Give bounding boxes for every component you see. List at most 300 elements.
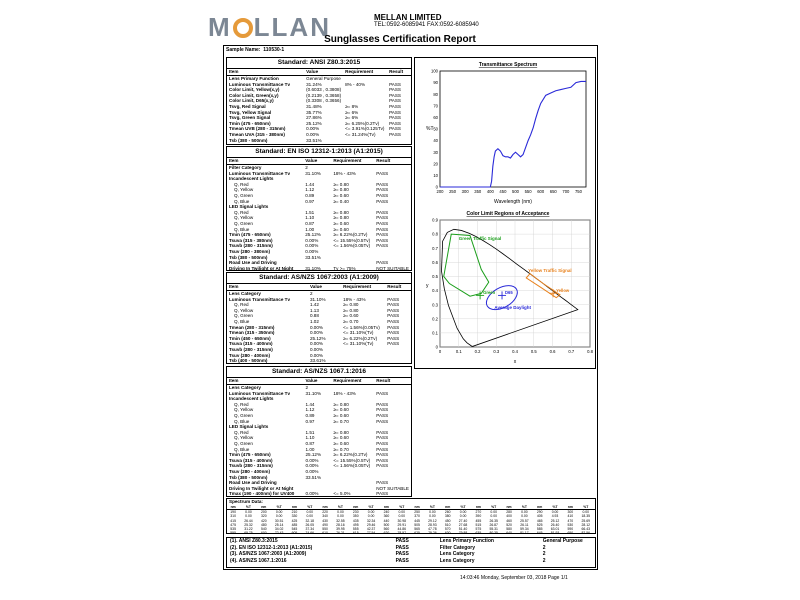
column-header-requirement: Requirement	[343, 69, 387, 76]
row-item: Q, Yellow	[234, 187, 254, 193]
spectrum-cell: 51.40	[458, 527, 468, 532]
spectrum-cell: 475	[230, 522, 236, 527]
spectrum-cell: 0.00	[367, 510, 375, 515]
row-result: PASS	[387, 307, 400, 313]
row-value: 0.87	[305, 440, 315, 446]
row-item: Luminous Transmittance Tv	[229, 390, 291, 396]
green-region-outline	[444, 234, 489, 296]
spectrum-header-cell: %T	[301, 505, 319, 510]
row-requirement: ≥= 6%	[345, 109, 359, 115]
spectrum-header-cell: nm	[503, 505, 515, 510]
y-tick-label: 0.7	[432, 245, 438, 251]
column-header-item: Item	[227, 158, 303, 165]
spectrum-cell: 0.00	[398, 510, 406, 515]
spectrum-cell: 82.56	[581, 531, 590, 536]
row-item: Tsuv (280 - 400nm)	[229, 468, 271, 474]
row-value: 0.00%	[309, 346, 323, 352]
row-item: Tsuva (315 - 380nm)	[229, 237, 273, 243]
row-item: Tmin (450 - 650nm)	[229, 335, 271, 341]
spectrum-cell: 25.69	[581, 518, 590, 523]
spectrum-cell: 76.21	[336, 531, 345, 536]
spectrum-cell: 465	[536, 518, 543, 523]
column-header-requirement: Requirement	[331, 158, 374, 165]
column-header-requirement: Requirement	[331, 378, 374, 385]
spectrum-cell: 26.05	[305, 522, 315, 527]
row-item: Q, Red	[234, 209, 249, 215]
row-result: PASS	[389, 103, 401, 109]
section-title: Standard: AS/NZS 1067:2003 (A1:2009)	[227, 273, 411, 284]
spectrum-cell: 535	[230, 527, 236, 532]
spectrum-cell: 69.75	[244, 531, 253, 536]
spectrum-header-cell: %T	[423, 505, 441, 510]
row-result: PASS	[376, 440, 389, 446]
transmittance-chart	[416, 58, 594, 208]
column-header-result: Result	[374, 158, 411, 165]
spectrum-cell: 555	[352, 527, 359, 532]
row-item: Road Use and Driving	[229, 480, 277, 486]
row-value: 35.77%	[306, 109, 322, 115]
table-row	[227, 452, 411, 458]
spectrum-cell: 32.18	[305, 518, 315, 523]
x-tick-label: 650	[549, 189, 557, 194]
spectrum-cell: 650	[567, 531, 574, 536]
row-requirement: <= 15.55%(0.5Tv)	[333, 237, 371, 243]
point-label: Yellow	[556, 287, 570, 293]
spectrum-cell: 28.16	[336, 522, 345, 527]
spectrum-cell: 25.14	[274, 522, 284, 527]
spectrum-cell: 540	[260, 527, 267, 532]
row-value: 31.10%	[305, 390, 322, 396]
row-value: 0.00%	[305, 248, 319, 254]
summary-attribute-value: 2	[542, 551, 546, 557]
row-item: Luminous Transmittance Tv	[229, 81, 291, 87]
y-tick-label: 0.3	[432, 302, 438, 308]
sample-name: Sample Name: 110530-1	[226, 47, 285, 53]
row-result: PASS	[387, 296, 400, 302]
row-value: 25.12%	[305, 452, 322, 458]
company-name: MELLAN LIMITED	[374, 13, 442, 22]
section-ansi-z80	[226, 57, 412, 145]
spectrum-header-cell: nm	[380, 505, 392, 510]
row-requirement: ≥= 6.25%(0.2Tv)	[345, 120, 380, 126]
x-tick-label: 0.1	[455, 349, 462, 354]
row-item: Luminous Transmittance Tv	[229, 296, 291, 302]
row-value: 1.02	[309, 318, 319, 324]
spectrum-cell: 220	[322, 510, 328, 515]
row-requirement: ≥= 0.70	[333, 418, 349, 424]
row-value: 33.51%	[306, 137, 322, 143]
y-tick-label: 0.8	[432, 231, 438, 237]
section-title: Standard: EN ISO 12312-1:2013 (A1:2015)	[227, 147, 411, 158]
spectrum-cell: 590	[567, 527, 574, 532]
spectrum-cell: 0.00	[367, 514, 375, 519]
x-tick-label: 0.8	[587, 349, 593, 354]
row-requirement: <= 31.10%(Tv)	[343, 341, 374, 347]
row-item: Tmin (475 - 650nm)	[229, 120, 271, 126]
spectrum-cell: 425	[291, 518, 298, 523]
row-result: PASS	[387, 330, 400, 336]
row-value: 31.10%	[305, 170, 321, 176]
row-result: PASS	[376, 170, 389, 176]
section-table	[227, 378, 411, 497]
row-result: PASS	[387, 318, 400, 324]
row-item: Road Use and Driving	[229, 260, 277, 266]
spectrum-header-cell: nm	[534, 505, 546, 510]
spectrum-cell: 605	[291, 531, 298, 536]
spectrum-cell: 79.88	[458, 531, 468, 536]
spectrum-header-cell: nm	[350, 505, 362, 510]
row-value: 0.97	[305, 198, 315, 204]
row-value: 0.89	[305, 412, 315, 418]
section-table	[227, 158, 411, 271]
row-item: Q, Green	[234, 440, 253, 446]
row-requirement: 18% - 43%	[333, 170, 356, 176]
x-tick-label: 550	[524, 189, 532, 194]
summary-standard: (1). ANSI Z80.3:2015	[230, 538, 278, 544]
spectrum-cell: 18.35	[581, 514, 590, 519]
y-tick-label: 0.2	[432, 316, 438, 322]
spectrum-cell: 27.68	[458, 522, 468, 527]
row-value: 1.44	[305, 181, 315, 187]
spectrum-header-cell: %T	[270, 505, 288, 510]
row-value: 0.00%	[305, 463, 319, 469]
row-result: PASS	[389, 120, 401, 126]
spectrum-cell: 0.00	[398, 514, 406, 519]
row-result: PASS	[376, 446, 389, 452]
spectrum-header-cell: nm	[288, 505, 300, 510]
x-tick-label: 200	[436, 189, 444, 194]
spectrum-cell: 81.93	[550, 531, 560, 536]
row-result	[387, 138, 411, 144]
spectrum-header-cell: %T	[576, 505, 595, 510]
row-result: PASS	[389, 98, 401, 104]
summary-table	[227, 538, 595, 564]
row-requirement: ≥= 0.60	[333, 192, 349, 198]
yellow-region-label: Yellow Traffic Signal	[528, 268, 572, 274]
spectrum-cell: 0.00	[429, 510, 436, 515]
spectrum-cell: 300	[567, 510, 574, 515]
row-value: 0.88	[309, 313, 319, 319]
row-requirement: ≥= 0.80	[333, 429, 349, 435]
spectrum-cell: 28.93	[428, 522, 437, 527]
row-result: PASS	[376, 187, 389, 193]
row-result: PASS	[376, 463, 389, 469]
row-value: 0.89	[305, 192, 315, 198]
spectrum-cell: 0.00	[490, 510, 498, 515]
spectrum-cell: 595	[230, 531, 236, 536]
row-result: PASS	[376, 407, 389, 413]
spectrum-cell: 600	[260, 531, 267, 536]
color-limit-chart	[416, 207, 594, 365]
spectrum-header-cell: %T	[239, 505, 257, 510]
row-requirement: ≥= 0.80	[333, 209, 349, 215]
y-tick-label: 30	[433, 149, 438, 155]
row-requirement: ≥= 0.60	[333, 407, 349, 413]
report-footer: 14:03:46 Monday, September 03, 2018 Page 1/1	[460, 575, 568, 581]
row-item: Q, Blue	[234, 446, 250, 452]
spectrum-cell: 230	[352, 510, 359, 515]
row-item: Tsuv (280 - 400nm)	[229, 352, 271, 358]
column-header-value: Value	[308, 284, 341, 291]
row-result: PASS	[389, 131, 401, 137]
row-value: 33.51%	[305, 254, 321, 260]
row-item: Q, Yellow	[234, 407, 254, 413]
row-value: 1.10	[305, 435, 315, 441]
spectrum-cell: 0.00	[459, 514, 467, 519]
summary-attribute: Filter Category	[439, 544, 476, 551]
row-item: LED Signal Lights	[229, 204, 269, 210]
row-item: Filter Category	[229, 165, 262, 170]
spectrum-cell: 380	[444, 514, 451, 519]
x-tick-label: 0.2	[474, 349, 481, 354]
spectrum-cell: 360	[383, 514, 390, 519]
y-tick-label: 0.4	[432, 288, 438, 294]
spectrum-cell: 515	[475, 522, 482, 527]
spectrum-cell: 330	[291, 514, 298, 519]
x-tick-label: 0.7	[568, 349, 575, 354]
row-result: PASS	[376, 452, 389, 458]
point-label: D65	[505, 289, 513, 295]
row-value: 1.51	[305, 429, 315, 435]
row-item: Driving In Twilight or At Night	[229, 485, 294, 491]
row-value: (0.6033 , 0.3808)	[306, 87, 342, 93]
row-item: Q, Red	[234, 429, 249, 435]
x-tick-label: 0.5	[530, 349, 537, 354]
spectrum-cell: 26.11	[520, 522, 529, 527]
spectrum-cell: 280	[506, 510, 512, 515]
spectrum-cell: 81.17	[520, 531, 529, 536]
row-item: Tsb (400 - 500nm)	[229, 358, 268, 364]
row-item: Tmin (475 - 650nm)	[229, 232, 271, 238]
y-tick-label: 40	[433, 138, 438, 144]
row-result: PASS	[376, 181, 389, 187]
row-result: PASS	[389, 109, 401, 115]
row-item: Color Limit, Yellow(x,y)	[229, 87, 280, 93]
spectrum-cell: 640	[506, 531, 512, 536]
row-value: 31.10%	[305, 265, 321, 271]
row-item: Q, Blue	[234, 418, 250, 424]
spectrum-cell: 455	[475, 518, 482, 523]
row-item: Q, Yellow	[234, 307, 254, 313]
spectrum-cell: 400	[506, 514, 512, 519]
spectrum-cell: 63.01	[550, 527, 560, 532]
row-item: Color Limit, D65(x,y)	[229, 98, 274, 104]
spectrum-header-cell: %T	[485, 505, 503, 510]
daylight-region-label: Average Daylight	[494, 304, 531, 310]
row-value: 1.00	[305, 226, 315, 232]
table-row	[227, 232, 411, 238]
row-value: 1.13	[309, 307, 319, 313]
spectrum-cell: 42.37	[366, 527, 376, 532]
x-tick-label: 500	[512, 189, 520, 194]
row-item: Q, Blue	[234, 198, 250, 204]
row-requirement: ≥= 0.80	[333, 401, 349, 407]
spectrum-cell: 25.12	[550, 518, 560, 523]
company-contact: TEL:0592-6085941 FAX:0592-6085940	[374, 22, 479, 28]
color-limit-ylabel: y	[426, 283, 429, 289]
point-label: Green	[483, 289, 496, 295]
spectrum-cell: 34.02	[274, 527, 284, 532]
row-value: 0.00%	[309, 341, 323, 347]
row-result: PASS	[376, 480, 389, 486]
spectrum-cell: 370	[414, 514, 420, 519]
summary-result: PASS	[395, 544, 409, 551]
y-tick-label: 70	[433, 103, 438, 109]
spectrum-cell: 30.98	[397, 518, 406, 523]
spectrum-cell: 490	[322, 522, 328, 527]
spectrum-cell: 290	[536, 510, 543, 515]
spectrum-cell: 55.31	[489, 527, 498, 532]
row-value: 0.00%	[305, 491, 319, 497]
y-tick-label: 0	[435, 184, 438, 190]
spectrum-cell: 47.78	[428, 527, 437, 532]
row-result: PASS	[376, 243, 389, 249]
row-value: 2	[309, 291, 313, 296]
spectrum-cell: 44.86	[397, 527, 406, 532]
summary-attribute-value: General Purpose	[542, 538, 583, 544]
company-logo: M LLAN	[208, 12, 331, 42]
row-result: PASS	[376, 457, 389, 463]
y-tick-label: 100	[431, 68, 438, 74]
report-title: Sunglasses Certification Report	[324, 34, 476, 45]
row-item: Tsuvb (280 - 315nm)	[229, 346, 273, 352]
x-tick-label: 0.6	[549, 349, 556, 354]
row-item: Tmin (475 - 650nm)	[229, 452, 271, 458]
spectrum-cell: 39.95	[336, 527, 345, 532]
summary-attribute: Lens Category	[439, 557, 475, 564]
spectrum-cell: 505	[414, 522, 420, 527]
spectrum-cell: 320	[260, 514, 267, 519]
row-result	[385, 358, 411, 364]
x-tick-label: 400	[486, 189, 494, 194]
row-value: 1.10	[305, 215, 315, 221]
spectrum-header-cell: nm	[472, 505, 484, 510]
row-value: 2	[305, 385, 309, 390]
spectrum-cell: 0.00	[429, 514, 436, 519]
column-header-result: Result	[385, 284, 411, 291]
row-result: PASS	[376, 209, 389, 215]
row-requirement: ≥= 0.80	[343, 302, 359, 308]
row-item: Q, Blue	[234, 226, 250, 232]
row-result: PASS	[376, 435, 389, 441]
row-result: PASS	[376, 260, 389, 266]
table-row	[227, 138, 411, 144]
spectrum-cell: 28.12	[581, 522, 590, 527]
row-requirement: ≥= 0.80	[333, 181, 349, 187]
y-tick-label: 0	[435, 344, 438, 350]
row-item: Lens Category	[229, 291, 261, 296]
spectrum-cell: 565	[414, 527, 420, 532]
spectrum-cell: 32.34	[366, 518, 376, 523]
row-item: Tmean UVA (315 - 380nm)	[229, 131, 285, 137]
spectrum-cell: 645	[536, 531, 543, 536]
y-tick-label: 10	[433, 173, 438, 178]
spectrum-cell: 0.00	[521, 514, 528, 519]
transmittance-xlabel: Wavelength (nm)	[494, 199, 532, 205]
row-value: 0.00%	[305, 468, 319, 474]
row-item: Q, Green	[234, 412, 253, 418]
spectrum-row	[227, 531, 595, 535]
spectrum-header-cell: nm	[258, 505, 270, 510]
y-tick-label: 0.6	[432, 259, 438, 265]
spectrum-data-table	[227, 505, 595, 535]
column-header-result: Result	[374, 378, 411, 385]
row-value: 25.12%	[309, 335, 326, 341]
spectrum-data-title: Spectrum Data:	[229, 499, 263, 504]
row-item: Q, Yellow	[234, 435, 254, 441]
sample-name-value: 110530-1	[263, 47, 285, 53]
row-value: 33.61%	[309, 358, 326, 364]
row-value: 0.00%	[309, 324, 323, 330]
color-limit-chart-title: Color Limit Regions of Acceptance	[466, 211, 550, 217]
spectrum-cell: 250	[414, 510, 420, 515]
column-header-item: Item	[227, 378, 303, 385]
spectrum-cell: 210	[291, 510, 298, 515]
row-requirement: ≥= 0.40	[333, 198, 349, 204]
spectrum-cell: 59.34	[520, 527, 529, 532]
row-item: Tsb (380 - 500nm)	[229, 474, 268, 480]
spectrum-cell: 27.40	[458, 518, 468, 523]
row-requirement: 18% - 43%	[343, 296, 366, 302]
row-value: 2	[305, 165, 308, 170]
row-requirement: ≥= 6.22%(0.2Tv)	[333, 452, 368, 458]
y-tick-label: 0.9	[432, 217, 438, 223]
spectrum-cell: 570	[444, 527, 451, 532]
summary-attribute: Lens Primary Function	[439, 538, 494, 544]
row-value: 1.00	[305, 446, 315, 452]
row-value: 0.00%	[306, 131, 320, 137]
row-item: Tmean UVB (280 - 315nm)	[229, 126, 286, 132]
row-requirement: ≥= 6.22%(0.2Tv)	[333, 232, 368, 238]
column-header-value: Value	[304, 69, 343, 76]
spectrum-cell: 32.55	[336, 518, 345, 523]
x-tick-label: 450	[499, 189, 507, 194]
spectrum-cell: 630	[444, 531, 451, 536]
summary-result: PASS	[395, 551, 409, 557]
row-item: Tsuva (315 - 400nm)	[229, 341, 273, 347]
summary-standard: (2). EN ISO 12312-1:2013 (A1:2015)	[230, 544, 313, 551]
color-limit-xlabel: x	[513, 359, 517, 365]
row-result: PASS	[376, 220, 389, 226]
row-item: Tsvg, Yellow Signal	[229, 109, 272, 115]
row-result: PASS	[389, 126, 401, 132]
row-item: Tsb (380 - 500nm)	[229, 137, 268, 143]
spectrum-header-cell: nm	[411, 505, 423, 510]
row-item: Tsuva (315 - 400nm)	[229, 457, 273, 463]
summary-standard: (4). AS/NZS 1067.1:2016	[230, 557, 287, 564]
section-title: Standard: ANSI Z80.3:2015	[227, 58, 411, 69]
column-header-item: Item	[227, 69, 304, 76]
row-requirement: ≥= 0.60	[333, 440, 349, 446]
row-value: 27.86%	[306, 115, 322, 121]
summary-result: PASS	[395, 557, 409, 564]
row-value: General Purpose	[306, 76, 341, 81]
row-result: PASS	[387, 335, 400, 341]
row-value: 1.12	[305, 187, 315, 193]
row-requirement: ≥= 0.70	[343, 318, 359, 324]
spectrum-cell: 545	[291, 527, 298, 532]
row-value: (0.2139 , 0.3658)	[306, 92, 342, 98]
spectrum-cell: 37.34	[305, 527, 315, 532]
spectrum-header-cell: %T	[454, 505, 472, 510]
spectrum-header-cell: %T	[515, 505, 533, 510]
row-value: 31.48%	[306, 103, 322, 109]
spectrum-cell: 520	[506, 522, 512, 527]
spectrum-cell: 410	[567, 514, 574, 519]
row-result: PASS	[387, 313, 400, 319]
row-requirement: ≥= 0.70	[333, 446, 349, 452]
row-result: PASS	[376, 390, 389, 396]
